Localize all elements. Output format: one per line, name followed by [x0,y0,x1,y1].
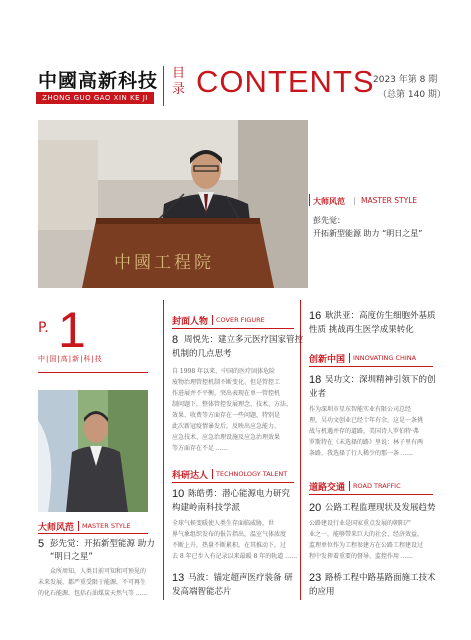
desc-line: 理，吴功文创业已经十年有余，这是一条挑 [309,417,424,424]
left-section-underline [38,533,148,534]
desc-line: 效果、收费等方面存在一些问题，特别是 [172,412,281,419]
tech-talent-underline [172,482,294,483]
item-number: 10 [172,488,185,500]
item-title-line2[interactable]: 性质 挑战再生医学成果转化 [309,325,414,335]
item-desc-line2: 未来发展，都严重受限于能源，不可再生 [38,579,147,586]
item-title-line1[interactable]: 耿洪亚：高度仿生细胞外基质 [325,311,436,321]
brand-line: 中|国|高|新|科|技 [38,355,103,363]
cover-category: 大师风范 [313,197,345,206]
item-desc [172,518,297,562]
item-number: 18 [309,374,322,386]
road-traffic-underline [309,494,433,495]
issue-number: 2023 年第 8 期 [373,75,438,85]
item-title-line1[interactable]: 彭先觉：开拓新型能源 助力 [50,539,155,549]
left-section-bar [78,521,79,531]
desc-line: 应急技术、应急治理设施及应急治理效果 [172,434,281,441]
desc-line: 废物治理管控机制不断变化，但是管控工 [172,379,281,386]
left-section-category: 大师风范 [38,523,75,533]
road-traffic-category-en: ROAD TRAFFIC [353,482,401,490]
desc-line: 程中发挥着重要的督导、监控作用 …… [309,553,413,560]
page-number: 1 [58,302,86,358]
cover-title-line1[interactable]: 彭先觉： [313,216,345,225]
innovating-china-category: 创新中国 [309,355,346,365]
column-divider-left [163,300,164,600]
left-rule [38,372,148,373]
portrait-photo [38,390,148,512]
contents-title: CONTENTS [196,64,375,99]
cover-figure-category: 封面人物 [172,317,209,327]
desc-line: 等方面存在不足 …… [172,445,228,452]
item-number: 5 [38,538,45,550]
item-desc-line3: 的化石能源，包括石油煤炭天然气等 …… [38,590,148,597]
innovating-china-category-en: INNOVATING CHINA [353,354,417,362]
podium-sign: 中國工程院 [114,253,214,273]
item-title-line2[interactable]: 构建岭南科技学派 [172,503,241,513]
cover-caption-bar [309,194,310,206]
magazine-logo-pinyin: ZHONG GUO GAO XIN KE JI [36,92,154,104]
item-number: 16 [309,310,322,322]
innovating-china-bar [349,353,350,363]
desc-line: 自 1998 年以来，中国的医疗固体危险 [172,368,276,375]
item-title-line1[interactable]: 路桥工程中路基路面施工技术 [325,573,436,583]
cover-figure-bar [212,315,213,325]
desc-line: 不断上升，热量不断累积，在其推动下，过 [172,542,287,549]
item-number: 23 [309,572,322,584]
desc-line: 罗斯特在《未选择的路》里说：林子里有两 [309,439,424,446]
header-divider [163,66,164,106]
tech-talent-category-en: TECHNOLOGY TALENT [216,470,288,478]
road-traffic-bar [349,481,350,491]
magazine-logo: 中國高新科技 [38,70,159,92]
item-desc [309,404,423,459]
issue-total: （总第 140 期） [378,90,446,100]
desc-line: 全球气候变暖使人类生存面临威胁，世 [172,520,275,527]
item-title-line1[interactable]: 马波：锚定超声医疗装备 研 [188,573,293,583]
cover-category-en: MASTER STYLE [361,196,418,205]
item-title-line2[interactable]: 业者 [309,389,327,399]
item-desc [309,518,423,562]
tech-talent-bar [212,469,213,479]
item-title-line1[interactable]: 陈皓勇：潜心能源电力研究 [188,489,291,499]
item-title-line2[interactable]: 发高端智能芯片 [172,587,232,597]
desc-line: 监理单位作为工程参建方在公路工程建设过 [309,542,424,549]
desc-line: 界气象组织发布的报告指出，温室气体浓度 [172,531,287,538]
item-desc [172,366,292,454]
desc-line: 战与机遇并存的道路，美国诗人罗伯特·弗 [309,428,419,435]
cover-photo [38,120,308,288]
item-desc-line1: 众所周知，人类目前可知和可预见的 [50,568,147,575]
desc-line: 条路，我选择了行人稀少的那一条 …… [309,450,413,457]
item-number: 8 [172,334,179,346]
item-title-line2[interactable]: 机制的几点思考 [172,349,232,359]
page-prefix: P. [38,320,49,336]
left-section-category-en: MASTER STYLE [82,522,131,530]
item-title-line1[interactable]: 吴功文：深圳精神引领下的创 [325,375,436,385]
item-title-line2[interactable]: 的应用 [309,587,335,597]
item-title-line1[interactable]: 周悦先：建立多元医疗国家管控 [184,335,304,345]
item-title[interactable]: 公路工程监理现状及发展趋势 [325,503,436,513]
desc-line: 作为深圳市星东智能实业有限公司总经 [309,406,412,413]
desc-line: 作进展并不平衡，突出表现在单一管控机 [172,390,281,397]
item-number: 20 [309,502,322,514]
cover-figure-underline [172,328,294,329]
innovating-china-underline [309,366,433,367]
desc-line: 去 8 年已步入有记录以来最暖 8 年的轨道 …… [172,553,298,560]
road-traffic-category: 道路交通 [309,483,346,493]
desc-line: 此次新冠疫情暴发后，反映出应急能力、 [172,423,281,430]
mulu-label: 目录 [172,66,186,97]
item-number: 13 [172,572,185,584]
cover-figure-category-en: COVER FIGURE [216,316,265,324]
desc-line: 业之一，能够带来巨大的社会、经济效益， [309,531,424,538]
cover-separator: | [353,196,356,205]
item-title-line2[interactable]: “明日之星” [50,552,93,562]
cover-title-line2[interactable]: 开拓新型能源 助力 “明日之星” [313,229,423,238]
desc-line: 公路建设行业是国家重点发展的朝阳产 [309,520,412,527]
tech-talent-category: 科研达人 [172,471,209,481]
desc-line: 制问题下，整体管控发展理念、技术、方法、 [172,401,293,408]
